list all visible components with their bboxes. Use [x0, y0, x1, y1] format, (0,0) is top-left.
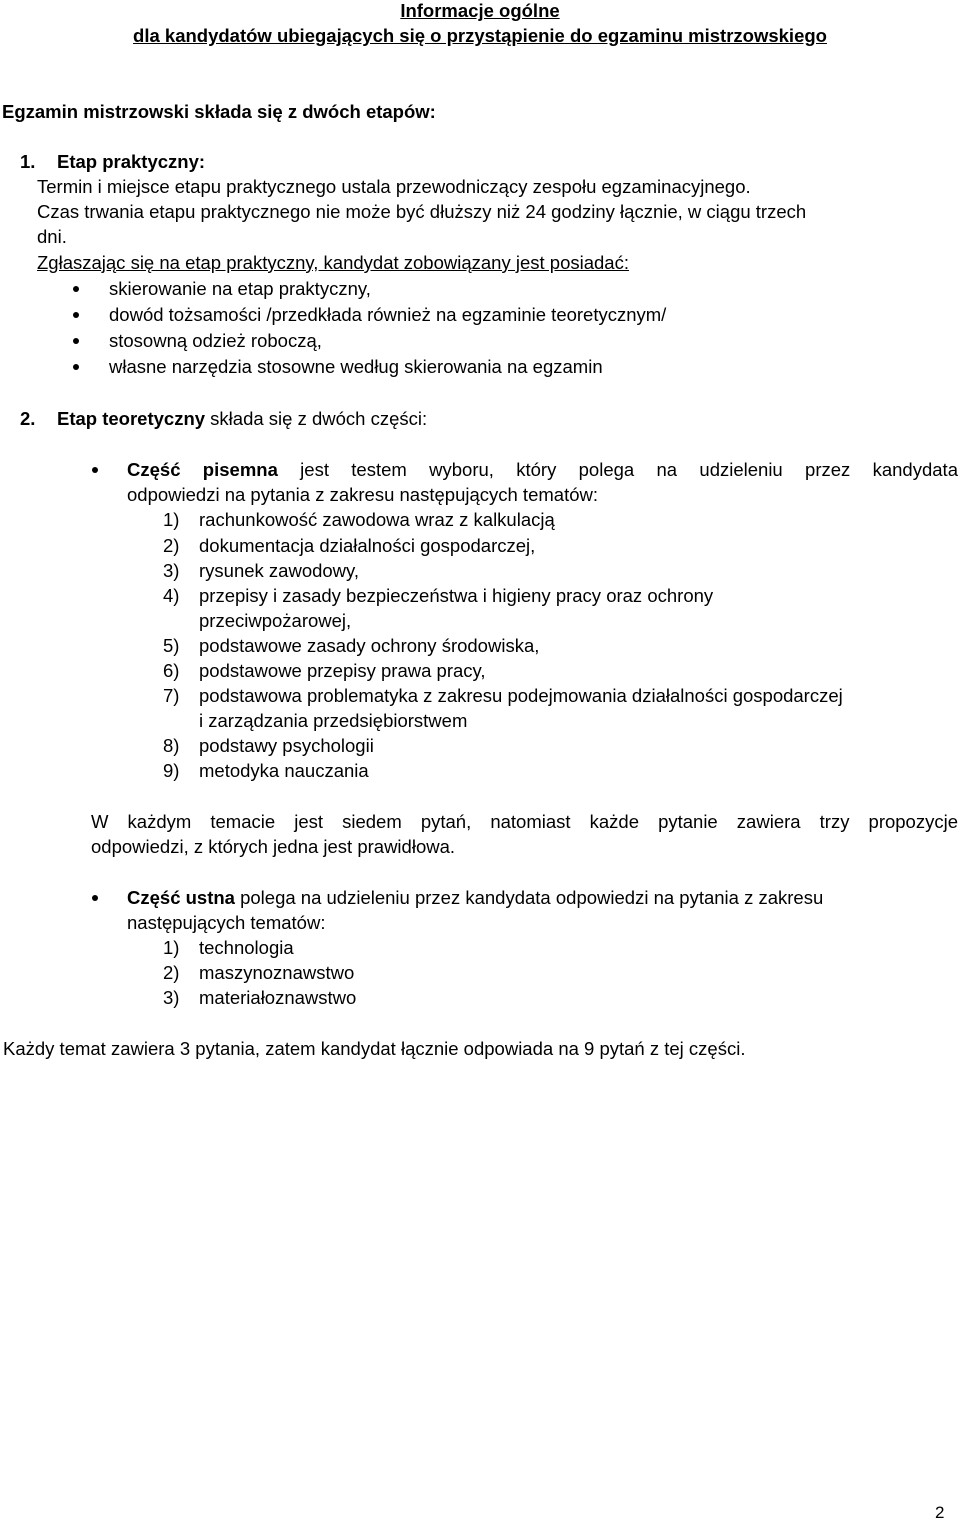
topic-item: podstawowa problematyka z zakresu podejmowania działalności gospodarczej [199, 685, 843, 706]
oral-part-line [127, 885, 823, 910]
topic-number: 6) [163, 660, 180, 681]
oral-part-line: następujących tematów: [127, 912, 326, 933]
topic-item: rachunkowość zawodowa wraz z kalkulacją [199, 509, 555, 530]
written-note: W każdym temacie jest siedem pytań, natomiast każde pytanie zawiera trzy propozycje [91, 811, 958, 832]
stage2-title-rest: składa się z dwóch części: [205, 408, 428, 429]
topic-number: 1) [163, 509, 180, 530]
topic-number: 7) [163, 685, 180, 706]
topic-number: 2) [163, 535, 180, 556]
intro-heading: Egzamin mistrzowski składa się z dwóch etapów: [2, 101, 436, 122]
written-note: odpowiedzi, z których jedna jest prawidłowa. [91, 836, 456, 857]
bullet-icon [73, 312, 79, 318]
topic-number: 3) [163, 987, 180, 1008]
oral-part-text: polega na udzieleniu przez kandydata odpowiedzi na pytania z zakresu [234, 887, 824, 908]
summary-text: Każdy temat zawiera 3 pytania, zatem kandydat łącznie odpowiada na 9 pytań z tej części. [3, 1038, 746, 1059]
topic-item: przepisy i zasady bezpieczeństwa i higieny pracy oraz ochrony [199, 585, 714, 606]
document-subtitle: dla kandydatów ubiegających się o przystąpienie do egzaminu mistrzowskiego [133, 25, 827, 46]
bullet-icon [92, 895, 98, 901]
written-part-label: Część pisemna [127, 459, 278, 480]
topic-number: 5) [163, 635, 180, 656]
stage1-title: Etap praktyczny: [57, 151, 206, 172]
written-part-line: odpowiedzi na pytania z zakresu następujących tematów: [127, 484, 598, 505]
page-number: 2 [935, 1503, 945, 1522]
topic-item: materiałoznawstwo [199, 987, 357, 1008]
written-part-text: jest testem wyboru, który polega na udzieleniu przez kandydata [277, 459, 958, 480]
oral-part-label: Część ustna [127, 887, 235, 908]
topic-item: dokumentacja działalności gospodarczej, [199, 535, 536, 556]
requirement-item: skierowanie na etap praktyczny, [109, 278, 371, 299]
topic-number: 3) [163, 560, 180, 581]
topic-item: podstawowe przepisy prawa pracy, [199, 660, 486, 681]
requirement-item: stosowną odzież roboczą, [109, 330, 322, 351]
topic-number: 4) [163, 585, 180, 606]
topic-item-continuation: przeciwpożarowej, [199, 610, 352, 631]
topic-item-continuation: i zarządzania przedsiębiorstwem [199, 710, 468, 731]
stage2-heading [57, 406, 427, 431]
stage1-line: dni. [37, 226, 67, 247]
topic-item: rysunek zawodowy, [199, 560, 360, 581]
requirements-intro: Zgłaszając się na etap praktyczny, kandydat zobowiązany jest posiadać: [37, 252, 629, 273]
stage2-title: Etap teoretyczny [57, 408, 206, 429]
stage1-line: Termin i miejsce etapu praktycznego ustala przewodniczący zespołu egzaminacyjnego. [37, 176, 751, 197]
document-title: Informacje ogólne [400, 0, 560, 21]
topic-number: 1) [163, 937, 180, 958]
topic-item: maszynoznawstwo [199, 962, 355, 983]
bullet-icon [92, 467, 98, 473]
bullet-icon [73, 338, 79, 344]
topic-number: 8) [163, 735, 180, 756]
topic-item: podstawowe zasady ochrony środowiska, [199, 635, 540, 656]
topic-number: 9) [163, 760, 180, 781]
requirement-item: dowód tożsamości /przedkłada również na egzaminie teoretycznym/ [109, 304, 667, 325]
stage2-number: 2. [20, 408, 36, 429]
topic-item: metodyka nauczania [199, 760, 369, 781]
requirement-item: własne narzędzia stosowne według skierowania na egzamin [109, 356, 603, 377]
stage1-line: Czas trwania etapu praktycznego nie może być dłuższy niż 24 godziny łącznie, w ciągu trzech [37, 201, 807, 222]
bullet-icon [73, 286, 79, 292]
written-part-line [127, 457, 958, 482]
topic-item: technologia [199, 937, 294, 958]
topic-item: podstawy psychologii [199, 735, 374, 756]
topic-number: 2) [163, 962, 180, 983]
stage1-number: 1. [20, 151, 36, 172]
bullet-icon [73, 364, 79, 370]
